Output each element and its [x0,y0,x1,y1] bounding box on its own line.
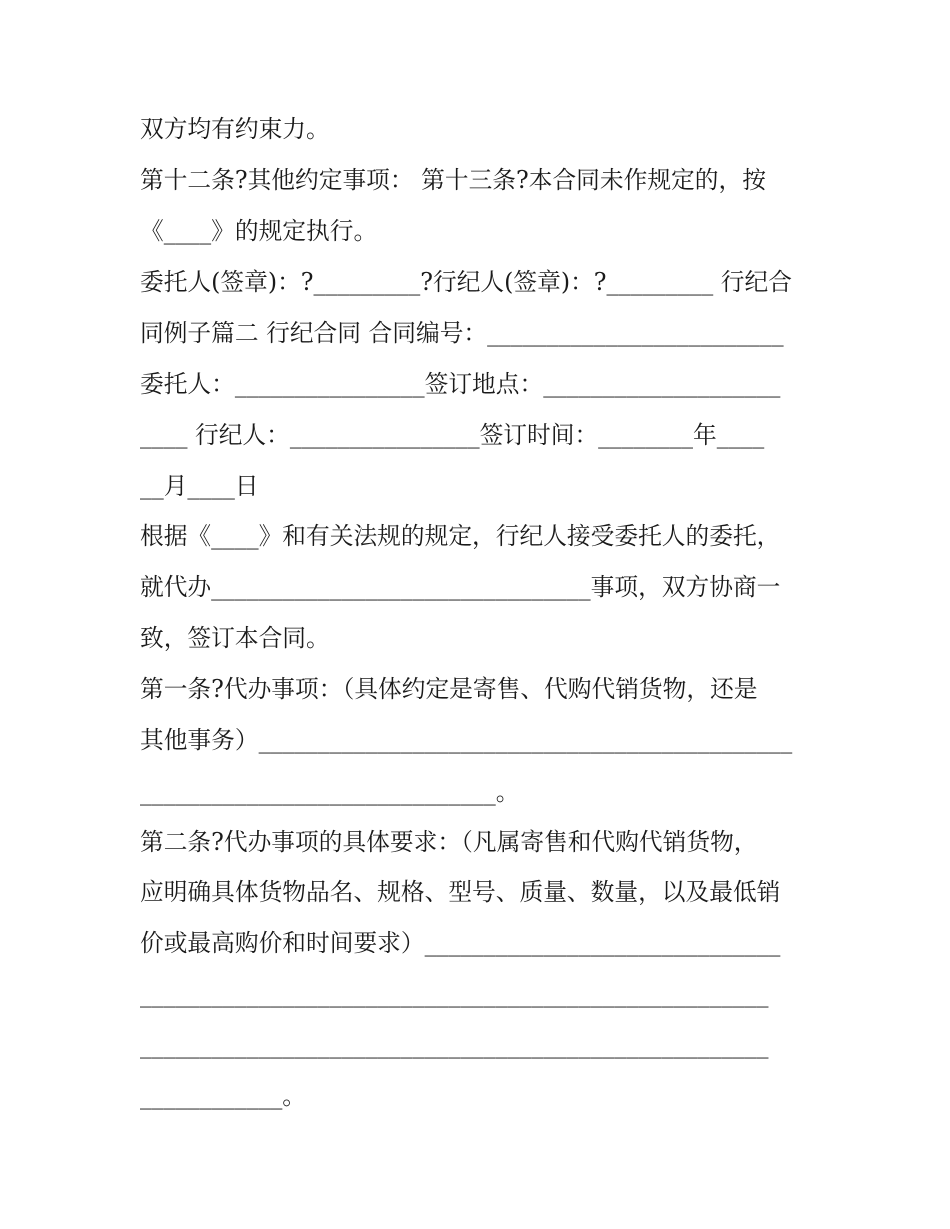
text-line: 委托人：________________签订地点：____________________ [140,370,781,398]
text-line: ____ 行纪人：________________签订时间：________年____ [140,421,765,449]
text-line: _____________________________________________________ [140,1031,769,1059]
text-line: 致，签订本合同。 [140,624,330,652]
text-line: 就代办________________________________事项，双方协商一 [140,573,781,601]
text-line: _____________________________________________________ [140,980,769,1008]
text-line: 《____》的规定执行。 [140,217,378,245]
text-line: 应明确具体货物品名、规格、型号、质量、数量，以及最低销 [140,878,781,906]
text-line: 第二条?代办事项的具体要求：（凡属寄售和代购代销货物， [140,828,758,856]
text-line: ____________。 [140,1082,307,1110]
text-line: 委托人(签章)：?_________?行纪人(签章)：?_________ 行纪合 [140,268,792,296]
text-line: 同例子篇二 行纪合同 合同编号：_________________________ [140,319,784,347]
text-line: 第十二条?其他约定事项： 第十三条?本合同未作规定的，按 [140,166,766,194]
text-line: 双方均有约束力。 [140,115,330,143]
text-line: 根据《____》和有关法规的规定，行纪人接受委托人的委托， [140,522,781,550]
text-line: __月____日 [140,472,259,500]
text-line: 价或最高购价和时间要求）______________________________ [140,929,781,957]
text-line: 其他事务）_____________________________________________ [140,726,793,754]
text-line: ______________________________。 [140,778,520,806]
text-line: 第一条?代办事项：（具体约定是寄售、代购代销货物，还是 [140,675,758,703]
